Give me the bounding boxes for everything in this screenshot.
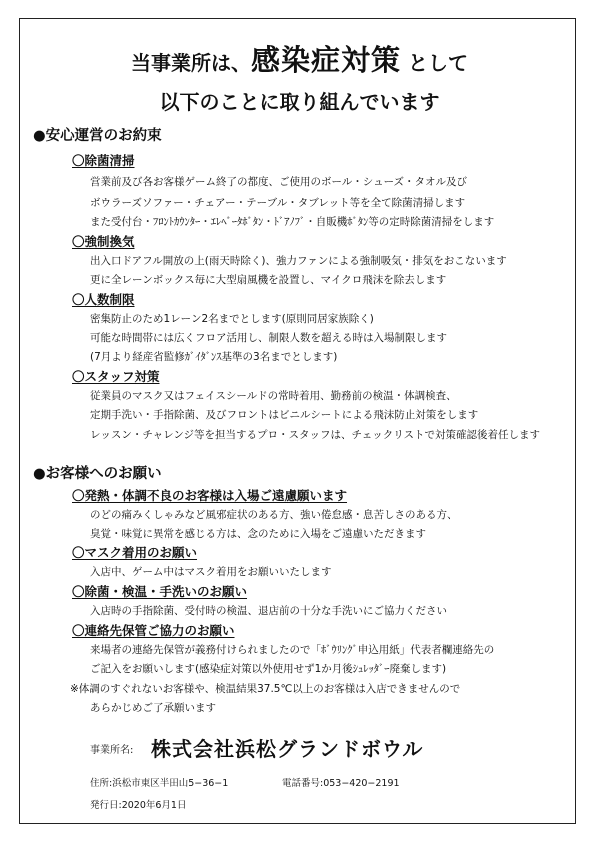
notice-subtitle: 以下のことに取り組んでいます bbox=[159, 90, 440, 114]
item-line: 出入口ドアフル開放の上(雨天時除く)、強力ファンによる強制吸気・排気をおこないます bbox=[90, 255, 507, 267]
title-emphasis: 感染症対策 bbox=[251, 43, 402, 77]
item-line: 営業前及び各お客様ゲーム終了の都度、ご使用のボール・シューズ・タオル及び bbox=[90, 176, 468, 188]
item-title-mask: 〇マスク着用のお願い bbox=[72, 545, 198, 560]
item-line: 密集防止のため1レーン2名までとします(原則同居家族除く) bbox=[90, 313, 374, 325]
note-line: ※体調のすぐれないお客様や、検温結果37.5℃以上のお客様は入店できませんので bbox=[70, 683, 461, 695]
company-label: 事業所名: bbox=[90, 745, 134, 756]
item-title-disinfection: 〇除菌清掃 bbox=[72, 153, 135, 168]
item-line: 従業員のマスク又はフェイスシールドの常時着用、勤務前の検温・体調検査、 bbox=[90, 390, 457, 402]
item-line: 更に全レーンボックス毎に大型扇風機を設置し、マイクロ飛沫を除去します bbox=[90, 274, 447, 286]
item-title-fever: 〇発熱・体調不良のお客様は入場ご遠慮願います bbox=[72, 488, 348, 503]
item-line: また受付台・ﾌﾛﾝﾄｶｳﾝﾀｰ・ｴﾚﾍﾞｰﾀﾎﾞﾀﾝ・ﾄﾞｱﾉﾌﾞ・自販機ﾎﾞﾀﾝ等の定時除菌清掃をします bbox=[90, 216, 495, 228]
notice-title bbox=[0, 38, 599, 79]
item-title-contact: 〇連絡先保管ご協力のお願い bbox=[72, 623, 235, 638]
note-line: あらかじめご了承願います bbox=[90, 702, 216, 714]
item-line: 可能な時間帯には広くフロア活用し、制限人数を超える時は入場制限します bbox=[90, 332, 447, 344]
company-phone: 電話番号:053−420−2191 bbox=[282, 778, 400, 789]
item-line: 来場者の連絡先保管が義務付けられましたので「ﾎﾞｳﾘﾝｸﾞ申込用紙」代表者欄連絡先の bbox=[90, 644, 495, 656]
item-line: のどの痛みくしゃみなど風邪症状のある方、強い倦怠感・息苦しさのある方、 bbox=[90, 509, 458, 521]
item-line: レッスン・チャレンジ等を担当するプロ・スタッフは、チェックリストで対策確認後着任します bbox=[90, 429, 541, 441]
company-name: 株式会社浜松グランドボウル bbox=[151, 737, 424, 761]
item-title-ventilation: 〇強制換気 bbox=[72, 234, 135, 249]
company-address: 住所:浜松市東区半田山5−36−1 bbox=[90, 778, 229, 789]
section-heading-request: ●お客様へのお願い bbox=[33, 466, 162, 482]
title-suffix: として bbox=[407, 51, 468, 75]
item-line: ボウラーズソファー・チェアー・テーブル・タブレット等を全て除菌清掃します bbox=[90, 197, 466, 209]
title-prefix: 当事業所は、 bbox=[131, 51, 251, 75]
item-line: 定期手洗い・手指除菌、及びフロントはビニルシートによる飛沫防止対策をします bbox=[90, 409, 479, 421]
section-heading-promise: ●安心運営のお約束 bbox=[33, 128, 162, 144]
issue-date: 発行日:2020年6月1日 bbox=[90, 800, 187, 811]
item-title-handwash: 〇除菌・検温・手洗いのお願い bbox=[72, 584, 248, 599]
item-line: 臭覚・味覚に異常を感じる方は、念のために入場をご遠慮いただきます bbox=[90, 528, 426, 540]
item-line: ご記入をお願いします(感染症対策以外使用せず1か月後ｼｭﾚｯﾀﾞｰ廃棄します) bbox=[90, 663, 447, 675]
item-line: 入店時の手指除菌、受付時の検温、退店前の十分な手洗いにご協力ください bbox=[90, 605, 447, 617]
item-title-headcount: 〇人数制限 bbox=[72, 292, 135, 307]
item-line: 入店中、ゲーム中はマスク着用をお願いいたします bbox=[90, 566, 332, 578]
item-title-staff: 〇スタッフ対策 bbox=[72, 369, 160, 384]
item-line: (7月より経産省監修ｶﾞｲﾀﾞﾝｽ基準の3名までとします) bbox=[90, 351, 338, 363]
